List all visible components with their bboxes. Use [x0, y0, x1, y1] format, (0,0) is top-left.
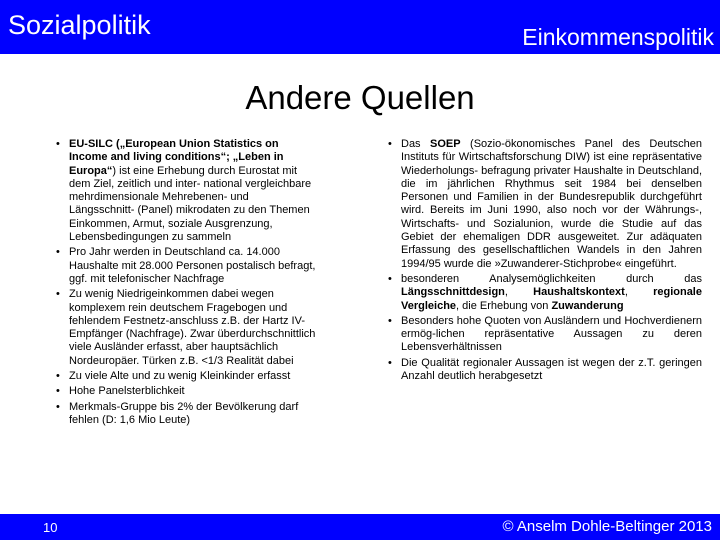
- item-text: ) ist eine Erhebung durch Eurostat mit dem Ziel, zeitlich und inter- national vergleichbare mehrdimensionale Mehrebenen- und Längsschnitt- (Panel) mikrodaten zu den Themen Einkommen, Armut, soziale Ausgrenzung, Lebensbedingungen zu sammeln: [69, 164, 312, 244]
- left-column: [56, 138, 316, 429]
- item-text: Zu wenig Niedrigeinkommen dabei wegen komplexem rein deutschem Fragebogen und fehlendem Festnetz-anschluss z.B. der Hartz IV-Empfänger (Nachfrage). Zwar überdurchschnittlich viele Ausländer erfasst, aber hauptsächlich Nordeuropäer. Türken z.B. <1/3 Realität dabei: [69, 288, 316, 367]
- bold-text: Haushaltskontext: [533, 286, 625, 299]
- section-title: Sozialpolitik: [8, 10, 151, 40]
- bullet-icon: •: [388, 138, 392, 150]
- item-text: besonderen Analysemöglichkeiten durch das: [401, 272, 702, 285]
- bullet-icon: •: [56, 400, 60, 413]
- list-item: [388, 315, 702, 355]
- list-item: [56, 370, 316, 383]
- bold-text: Längsschnittdesign: [401, 286, 505, 299]
- right-column: [388, 138, 702, 385]
- bullet-icon: •: [388, 314, 392, 327]
- item-text: , die Erhebung von: [456, 299, 552, 312]
- bullet-icon: •: [56, 246, 60, 259]
- footer-bar: [0, 514, 720, 540]
- list-item: [56, 246, 316, 286]
- item-text: Merkmals-Gruppe bis 2% der Bevölkerung darf fehlen (D: 1,6 Mio Leute): [69, 400, 299, 426]
- slide-title: Andere Quellen: [245, 79, 475, 116]
- item-text: Zu viele Alte und zu wenig Kleinkinder erfasst: [69, 370, 291, 383]
- subsection-title: Einkommenspolitik: [522, 24, 714, 50]
- right-bullet-list: [388, 138, 702, 383]
- page-number: 10: [43, 520, 58, 535]
- list-item: [388, 138, 702, 271]
- item-text: Pro Jahr werden in Deutschland ca. 14.000 Haushalte mit 28.000 Personen postalisch befragt, ggf. mit telefonischer Nachfrage: [69, 246, 316, 285]
- list-item: [56, 401, 316, 428]
- bold-text: SOEP: [430, 138, 461, 150]
- item-text: Das: [401, 138, 431, 150]
- item-text: ,: [504, 286, 534, 299]
- item-text: (Sozio-ökonomisches Panel des Deutschen Instituts für Wirtschaftsforschung DIW) ist eine repräsentative Wiederholungs- befragung privater Haushalte in Deutschland, die im jährlichen Rhythmus seit 1984 bei denselben Personen und Familien in der Bundesrepublik durchgeführt wird. Bereits im Juni 1990, also noch vor der Währungs-, Wirtschafts- und Sozialunion, wurde die Studie auf das Gebiet der ehemaligen DDR ausgeweitet. Zur adäquaten Erfassung des gesellschaftlichen Wandels in den Jahren 1994/95 wurde die »Zuwanderer-Stichprobe« eingeführt.: [401, 138, 702, 270]
- bullet-icon: •: [56, 370, 60, 383]
- bold-text: EU-SILC („European Union Statistics on Income and living conditions“; „Leben in Europa“: [69, 138, 284, 177]
- list-item: [388, 357, 702, 384]
- item-text: Die Qualität regionaler Aussagen ist wegen der z.T. geringen Anzahl deutlich herabgesetzt: [401, 356, 702, 383]
- header-bar: [0, 0, 720, 54]
- list-item: [56, 288, 316, 368]
- item-text: Hohe Panelsterblichkeit: [69, 385, 185, 398]
- copyright: © Anselm Dohle-Beltinger 2013: [502, 518, 712, 535]
- bullet-icon: •: [388, 356, 392, 369]
- list-item: [56, 385, 316, 398]
- list-item: [388, 273, 702, 313]
- left-bullet-list: [56, 138, 316, 427]
- item-text: Besonders hohe Quoten von Ausländern und Hochverdienern ermög-lichen repräsentative Aussagen zu deren Lebensverhältnissen: [401, 314, 702, 354]
- bullet-icon: •: [388, 272, 392, 285]
- item-text: ,: [624, 286, 654, 299]
- bold-text: Zuwanderung: [551, 299, 624, 312]
- list-item: [56, 138, 316, 244]
- bold-text: regionale Vergleiche: [401, 286, 702, 312]
- bullet-icon: •: [56, 288, 60, 301]
- bullet-icon: •: [56, 138, 60, 150]
- bullet-icon: •: [56, 385, 60, 398]
